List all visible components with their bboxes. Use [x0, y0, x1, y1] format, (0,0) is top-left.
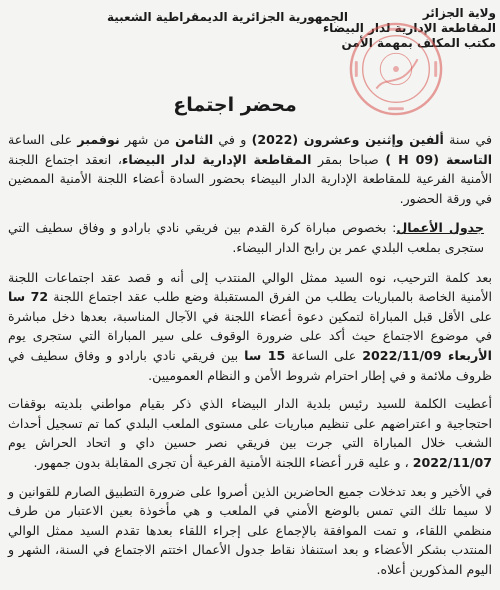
agenda-paragraph: جدول الأعمال: بخصوص مباراة كرة القدم بين فريقي نادي بارادو و وفاق سطيف التي ستجرى بملعب البلدي عمر بن رابح الدار البيضاء. — [8, 220, 484, 255]
intro-paragraph: في سنة ألفين وإثنين وعشرون (2022) و في الثامن من شهر نوفمبر على الساعة التاسعة (H 09 ) صباحا بمقر المقاطعة الإدارية لدار البيضاء، انعقد اجتماع اللجنة الأمنية الفرعية للمقاطعة الإدارية الدار البيضاء بحضور السادة أعضاء اللجنة الأمنية الممضين في ورقة الحضور. — [8, 132, 493, 206]
office-line: مكتب المكلف بمهمة الأمن — [341, 36, 496, 50]
wilaya-line: ولاية الجزائر — [422, 6, 496, 20]
official-stamp-icon — [347, 20, 445, 118]
agenda-label: جدول الأعمال — [396, 220, 484, 236]
closing-paragraph: في الأخير و بعد تدخلات جميع الحاضرين الذين أصروا على ضرورة التطبيق الصارم للقوانين و لا سيما تلك التي تمس بالوضع الأمني في الملعب و هي مأخوذة بعين الاعتبار من طرف منظمي اللقاء، و تمت الموافقة بالإجماع على إجراء اللقاء بعدها تقدم السيد ممثل الوالي المنتدب بشكر الأعضاء و بعد استنفاذ نقاط جدول الأعمال اختتم الاجتماع في السنة، الشهر و اليوم المذكورين أعلاه. — [8, 483, 492, 577]
page-title: محضر اجتماع — [173, 94, 297, 116]
document-body — [8, 130, 492, 588]
mayor-paragraph: أعطيت الكلمة للسيد رئيس بلدية الدار البيضاء الذي ذكر بقيام مواطني بلديته بوقفات احتجاجية و اعتراضهم على تنظيم مباريات على مستوى الملعب البلدي كما تم تسجيل أحداث الشغب خلال المباراة التي جرت بين فريقي نصر حسين داي و اتحاد الحراش يوم 2022/11/07 ، و عليه قرر أعضاء اللجنة الأمنية الفرعية أن تجرى المقابلة بدون جمهور. — [8, 396, 492, 470]
republic-header: الجمهورية الجزائرية الديمقراطية الشعبية — [106, 10, 348, 24]
welcome-paragraph: بعد كلمة الترحيب، نوه السيد ممثل الوالي المنتدب إلى أنه و قصد عقد اجتماعات اللجنة الأمنية الخاصة بالمباريات يطلب من الفرق المستقبلة وضع طلب عقد اجتماع اللجنة 72 سا على الأقل قبل المباراة لتمكين دعوة أعضاء اللجنة في الآجال المناسبة، بعدها دخل مباشرة في موضوع الاجتماع حيث أكد على ضرورة الوقوف على سير المباراة التي ستجرى يوم الأربعاء 2022/11/09 على الساعة 15 سا بين فريقي نادي بارادو و وفاق سطيف في ظروف ملائمة و في إطار احترام شروط الأمن و النظام العموميين. — [8, 269, 492, 383]
district-line: المقاطعة الإدارية لدار البيضاء — [322, 21, 496, 35]
